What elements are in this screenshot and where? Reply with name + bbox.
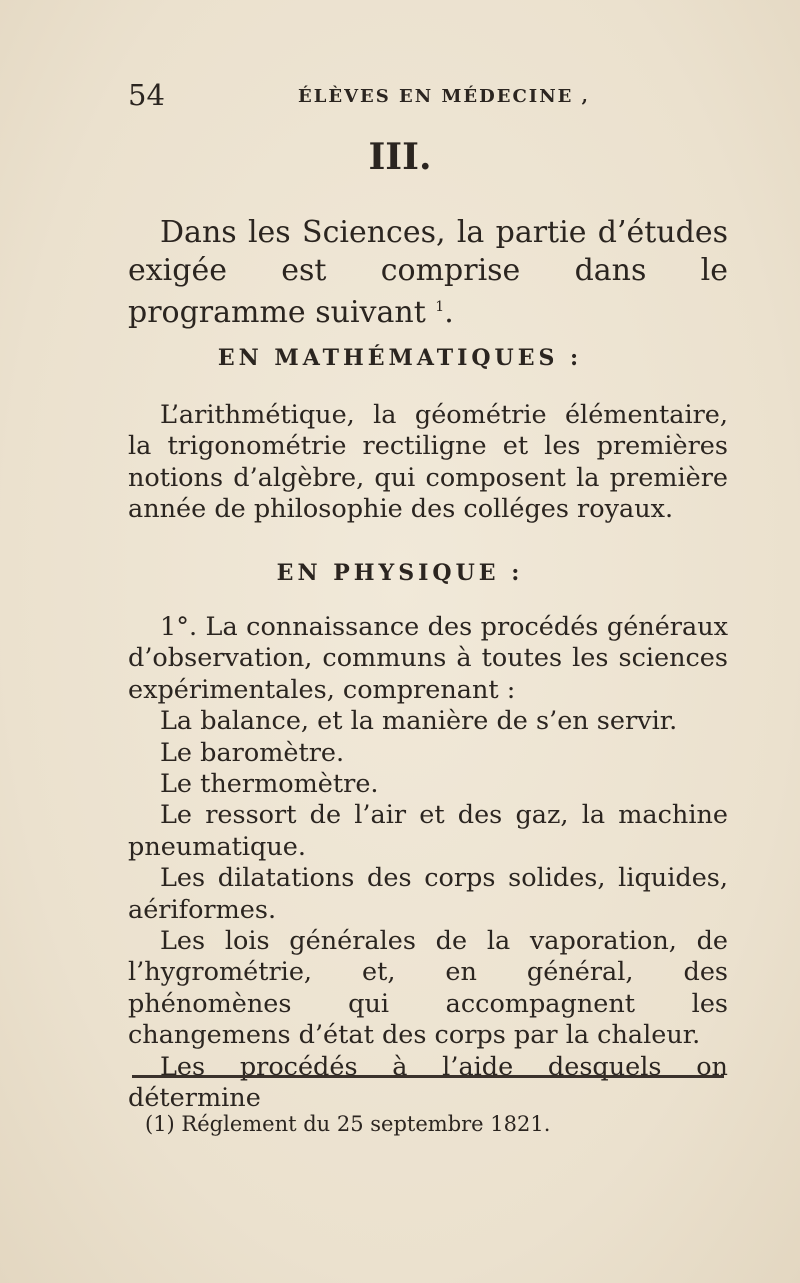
section-title: III. xyxy=(368,136,432,178)
physics-line: Les dilatations des corps solides, liquides, aériformes. xyxy=(128,863,728,925)
footnote: (1) Réglement du 25 septembre 1821. xyxy=(145,1112,551,1136)
footnote-rule xyxy=(132,1075,724,1078)
physics-line: Le thermomètre. xyxy=(160,769,379,800)
running-head: ÉLÈVES EN MÉDECINE , xyxy=(298,86,590,107)
physics-paragraph xyxy=(128,612,728,1115)
physics-line: Les lois générales de la vaporation, de l’hygrométrie, et, en général, des phénomènes qui accompagnent les changemens d’état des corps par la chaleur. xyxy=(128,926,728,1051)
footnote-marker: 1 xyxy=(435,299,445,315)
intro-paragraph xyxy=(128,214,728,332)
physics-heading: EN PHYSIQUE : xyxy=(276,560,524,586)
math-text: L’arithmétique, la géométrie élémentaire, la trigonométrie rectiligne et les premières notions d’algèbre, qui composent la première année de philosophie des colléges royaux. xyxy=(128,400,728,525)
intro-text: Dans les Sciences, la partie d’études exigée est comprise dans le programme suivant xyxy=(128,215,728,330)
math-heading: EN MATHÉMATIQUES : xyxy=(217,345,583,371)
physics-line: Le baromètre. xyxy=(160,737,345,768)
intro-end: . xyxy=(444,295,454,330)
page-number: 54 xyxy=(128,78,165,112)
math-paragraph xyxy=(128,400,728,526)
page-header xyxy=(128,78,728,118)
physics-line: La balance, et la manière de s’en servir. xyxy=(160,706,678,737)
physics-line: Les procédés à l’aide desquels on détermine xyxy=(128,1051,728,1114)
physics-item-1: 1°. La connaissance des procédés généraux d’observation, communs à toutes les sciences expérimentales, comprenant : xyxy=(128,612,728,705)
physics-line: Le ressort de l’air et des gaz, la machine pneumatique. xyxy=(128,800,728,862)
